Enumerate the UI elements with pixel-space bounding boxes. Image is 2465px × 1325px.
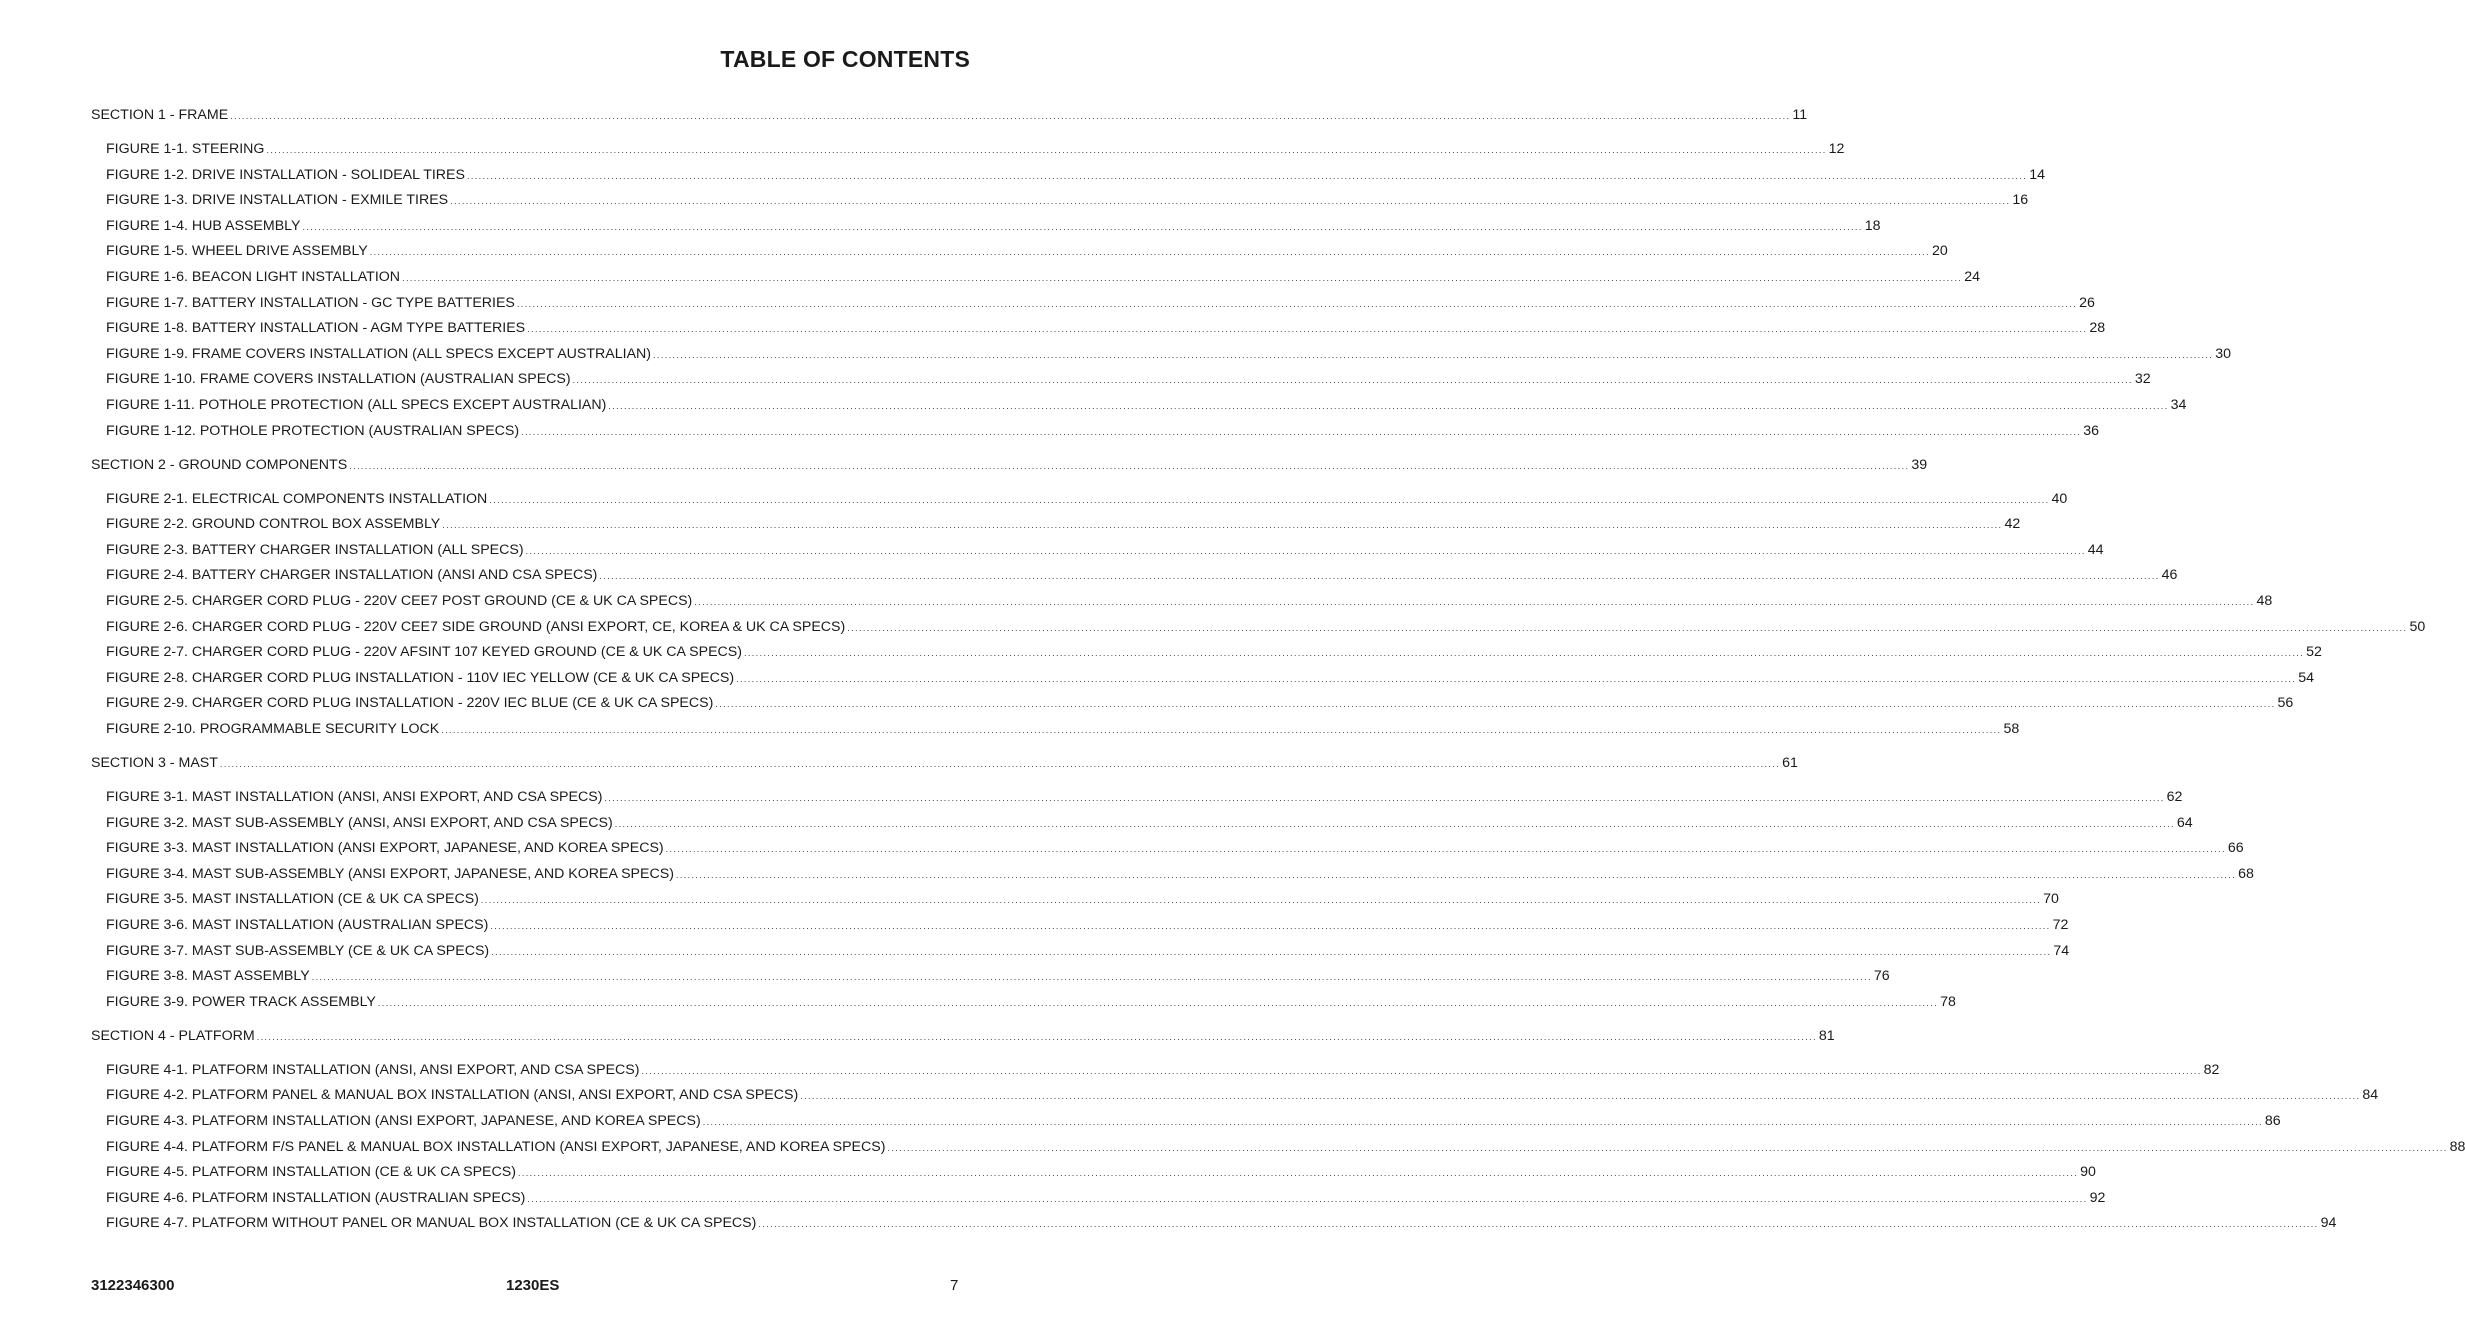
toc-figure-entry[interactable] bbox=[106, 941, 2070, 962]
toc-entry-page: 64 bbox=[2176, 814, 2193, 831]
toc-entry-label: FIGURE 2-9. CHARGER CORD PLUG INSTALLATION - 220V IEC BLUE (CE & UK CA SPECS) bbox=[106, 695, 714, 712]
dot-leader: ................................................................................................................................................................................................................................................................................................................................................................................................................ bbox=[525, 545, 2086, 556]
dot-leader: ................................................................................................................................................................................................................................................................................................................................................................................................................ bbox=[758, 1219, 2319, 1230]
toc-section-entry[interactable] bbox=[91, 105, 1808, 126]
toc-entry-label: FIGURE 1-11. POTHOLE PROTECTION (ALL SPECS EXCEPT AUSTRALIAN) bbox=[106, 397, 607, 413]
toc-entry-label: SECTION 2 - GROUND COMPONENTS bbox=[91, 456, 348, 473]
dot-leader: ................................................................................................................................................................................................................................................................................................................................................................................................................ bbox=[491, 946, 2052, 957]
toc-entry-page: 14 bbox=[2029, 166, 2045, 183]
toc-figure-entry[interactable] bbox=[106, 1137, 2465, 1158]
toc-figure-entry[interactable] bbox=[106, 216, 1881, 237]
dot-leader: ................................................................................................................................................................................................................................................................................................................................................................................................................ bbox=[800, 1091, 2361, 1102]
toc-entry-page: 32 bbox=[2134, 371, 2151, 388]
toc-entry-label: FIGURE 4-2. PLATFORM PANEL & MANUAL BOX INSTALLATION (ANSI, ANSI EXPORT, AND CSA SPECS) bbox=[106, 1087, 799, 1104]
toc-entry-label: FIGURE 3-8. MAST ASSEMBLY bbox=[106, 968, 310, 985]
toc-entry-label: FIGURE 3-6. MAST INSTALLATION (AUSTRALIAN SPECS) bbox=[106, 917, 489, 933]
toc-section-entry[interactable] bbox=[91, 1026, 1835, 1047]
dot-leader: ................................................................................................................................................................................................................................................................................................................................................................................................................ bbox=[441, 725, 2002, 735]
toc-entry-label: FIGURE 3-2. MAST SUB-ASSEMBLY (ANSI, ANSI EXPORT, AND CSA SPECS) bbox=[106, 814, 613, 831]
toc-entry-label: FIGURE 3-3. MAST INSTALLATION (ANSI EXPORT, JAPANESE, AND KOREA SPECS) bbox=[106, 840, 664, 857]
dot-leader: ................................................................................................................................................................................................................................................................................................................................................................................................................ bbox=[369, 247, 1930, 258]
dot-leader: ................................................................................................................................................................................................................................................................................................................................................................................................................ bbox=[715, 699, 2276, 710]
dot-leader: ................................................................................................................................................................................................................................................................................................................................................................................................................ bbox=[521, 426, 2082, 437]
toc-entry-label: FIGURE 4-4. PLATFORM F/S PANEL & MANUAL BOX INSTALLATION (ANSI EXPORT, JAPANESE, AND KOREA SPECS) bbox=[106, 1138, 886, 1155]
toc-figure-entry[interactable] bbox=[106, 668, 2315, 689]
document-number: 3122346300 bbox=[91, 1277, 175, 1294]
toc-entry-page: 56 bbox=[2277, 695, 2294, 712]
dot-leader: ................................................................................................................................................................................................................................................................................................................................................................................................................ bbox=[256, 1031, 1817, 1042]
toc-figure-entry[interactable] bbox=[106, 642, 2322, 663]
dot-leader: ................................................................................................................................................................................................................................................................................................................................................................................................................ bbox=[887, 1142, 2448, 1153]
toc-entry-page: 61 bbox=[1782, 755, 1798, 771]
toc-figure-entry[interactable] bbox=[106, 344, 2232, 365]
toc-entry-label: FIGURE 1-1. STEERING bbox=[106, 141, 265, 157]
toc-entry-page: 44 bbox=[2087, 541, 2104, 558]
dot-leader: ................................................................................................................................................................................................................................................................................................................................................................................................................ bbox=[675, 869, 2237, 880]
toc-entry-page: 90 bbox=[2080, 1164, 2096, 1181]
toc-entry-page: 24 bbox=[1964, 269, 1981, 285]
toc-figure-entry[interactable] bbox=[106, 421, 2100, 442]
dot-leader: ................................................................................................................................................................................................................................................................................................................................................................................................................ bbox=[466, 170, 2028, 181]
toc-entry-label: FIGURE 4-1. PLATFORM INSTALLATION (ANSI, ANSI EXPORT, AND CSA SPECS) bbox=[106, 1061, 640, 1078]
dot-leader: ................................................................................................................................................................................................................................................................................................................................................................................................................ bbox=[480, 895, 2042, 906]
toc-entry-page: 48 bbox=[2256, 593, 2273, 609]
toc-entry-label: FIGURE 1-6. BEACON LIGHT INSTALLATION bbox=[106, 269, 401, 285]
toc-figure-entry[interactable] bbox=[106, 241, 1948, 262]
toc-entry-label: FIGURE 1-10. FRAME COVERS INSTALLATION (AUSTRALIAN SPECS) bbox=[106, 371, 571, 388]
dot-leader: ................................................................................................................................................................................................................................................................................................................................................................................................................ bbox=[490, 921, 2051, 931]
toc-entry-label: FIGURE 3-4. MAST SUB-ASSEMBLY (ANSI EXPORT, JAPANESE, AND KOREA SPECS) bbox=[106, 865, 674, 882]
toc-figure-entry[interactable] bbox=[106, 190, 2029, 211]
dot-leader: ................................................................................................................................................................................................................................................................................................................................................................................................................ bbox=[604, 793, 2165, 803]
toc-entry-label: FIGURE 1-5. WHEEL DRIVE ASSEMBLY bbox=[106, 243, 368, 260]
toc-figure-entry[interactable] bbox=[106, 267, 1981, 288]
toc-entry-label: SECTION 1 - FRAME bbox=[91, 107, 229, 123]
toc-figure-entry[interactable] bbox=[106, 1085, 2379, 1106]
toc-entry-label: FIGURE 1-2. DRIVE INSTALLATION - SOLIDEAL TIRES bbox=[106, 166, 465, 183]
dot-leader: ................................................................................................................................................................................................................................................................................................................................................................................................................ bbox=[736, 673, 2297, 684]
dot-leader: ................................................................................................................................................................................................................................................................................................................................................................................................................ bbox=[377, 997, 1939, 1008]
toc-entry-page: 78 bbox=[1940, 993, 1956, 1010]
toc-entry-label: FIGURE 3-5. MAST INSTALLATION (CE & UK CA SPECS) bbox=[106, 891, 479, 908]
toc-figure-entry[interactable] bbox=[106, 1162, 2096, 1183]
dot-leader: ................................................................................................................................................................................................................................................................................................................................................................................................................ bbox=[702, 1117, 2263, 1127]
toc-entry-label: SECTION 4 - PLATFORM bbox=[91, 1027, 255, 1044]
toc-entry-page: 66 bbox=[2227, 840, 2244, 857]
dot-leader: ................................................................................................................................................................................................................................................................................................................................................................................................................ bbox=[572, 375, 2133, 386]
dot-leader: ................................................................................................................................................................................................................................................................................................................................................................................................................ bbox=[516, 298, 2078, 309]
toc-entry-page: 11 bbox=[1792, 107, 1808, 123]
toc-entry-label: FIGURE 1-12. POTHOLE PROTECTION (AUSTRALIAN SPECS) bbox=[106, 422, 520, 439]
toc-entry-label: SECTION 3 - MAST bbox=[91, 755, 218, 771]
toc-entry-page: 82 bbox=[2203, 1061, 2220, 1078]
toc-entry-label: FIGURE 2-1. ELECTRICAL COMPONENTS INSTALLATION bbox=[106, 490, 488, 507]
toc-entry-page: 34 bbox=[2170, 397, 2187, 413]
toc-entry-page: 16 bbox=[2012, 192, 2029, 209]
toc-section-entry[interactable] bbox=[91, 455, 1928, 476]
toc-entry-page: 76 bbox=[1873, 968, 1890, 985]
toc-entry-page: 94 bbox=[2320, 1215, 2337, 1232]
dot-leader: ................................................................................................................................................................................................................................................................................................................................................................................................................ bbox=[266, 145, 1827, 155]
dot-leader: ................................................................................................................................................................................................................................................................................................................................................................................................................ bbox=[599, 571, 2160, 582]
toc-figure-entry[interactable] bbox=[106, 540, 2104, 561]
toc-figure-entry[interactable] bbox=[106, 813, 2193, 834]
toc-figure-entry[interactable] bbox=[106, 889, 2059, 910]
page-number: 7 bbox=[950, 1277, 959, 1294]
dot-leader: ................................................................................................................................................................................................................................................................................................................................................................................................................ bbox=[694, 597, 2255, 607]
toc-entry-page: 54 bbox=[2298, 669, 2315, 686]
toc-entry-page: 20 bbox=[1931, 243, 1948, 260]
dot-leader: ................................................................................................................................................................................................................................................................................................................................................................................................................ bbox=[302, 221, 1863, 232]
toc-entry-page: 74 bbox=[2053, 942, 2070, 959]
toc-figure-entry[interactable] bbox=[106, 514, 2021, 535]
toc-entry-label: FIGURE 2-4. BATTERY CHARGER INSTALLATION (ANSI AND CSA SPECS) bbox=[106, 567, 598, 584]
toc-figure-entry[interactable] bbox=[106, 591, 2273, 612]
dot-leader: ................................................................................................................................................................................................................................................................................................................................................................................................................ bbox=[402, 273, 1963, 283]
toc-entry-label: FIGURE 2-6. CHARGER CORD PLUG - 220V CEE7 SIDE GROUND (ANSI EXPORT, CE, KOREA & UK CA SPECS) bbox=[106, 618, 846, 635]
toc-figure-entry[interactable] bbox=[106, 693, 2294, 714]
toc-entry-page: 86 bbox=[2264, 1113, 2281, 1129]
toc-entry-page: 92 bbox=[2089, 1189, 2106, 1206]
toc-entry-page: 40 bbox=[2051, 490, 2068, 507]
dot-leader: ................................................................................................................................................................................................................................................................................................................................................................................................................ bbox=[527, 1193, 2088, 1204]
dot-leader: ................................................................................................................................................................................................................................................................................................................................................................................................................ bbox=[230, 111, 1791, 121]
toc-entry-page: 28 bbox=[2089, 320, 2106, 337]
toc-entry-page: 50 bbox=[2409, 618, 2426, 635]
toc-entry-label: FIGURE 1-8. BATTERY INSTALLATION - AGM TYPE BATTERIES bbox=[106, 320, 526, 337]
toc-entry-page: 68 bbox=[2238, 865, 2254, 882]
toc-figure-entry[interactable] bbox=[106, 1188, 2106, 1209]
toc-entry-label: FIGURE 4-3. PLATFORM INSTALLATION (ANSI EXPORT, JAPANESE, AND KOREA SPECS) bbox=[106, 1113, 701, 1129]
toc-entry-label: FIGURE 3-9. POWER TRACK ASSEMBLY bbox=[106, 993, 376, 1010]
toc-figure-entry[interactable] bbox=[106, 165, 2045, 186]
toc-figure-entry[interactable] bbox=[106, 719, 2020, 740]
dot-leader: ................................................................................................................................................................................................................................................................................................................................................................................................................ bbox=[641, 1065, 2202, 1076]
toc-entry-label: FIGURE 2-2. GROUND CONTROL BOX ASSEMBLY bbox=[106, 516, 441, 533]
dot-leader: ................................................................................................................................................................................................................................................................................................................................................................................................................ bbox=[517, 1168, 2079, 1179]
model-name: 1230ES bbox=[506, 1277, 560, 1294]
toc-figure-entry[interactable] bbox=[106, 864, 2254, 885]
toc-figure-entry[interactable] bbox=[106, 787, 2183, 808]
toc-figure-entry[interactable] bbox=[106, 139, 1845, 160]
toc-entry-label: FIGURE 3-1. MAST INSTALLATION (ANSI, ANSI EXPORT, AND CSA SPECS) bbox=[106, 789, 603, 805]
dot-leader: ................................................................................................................................................................................................................................................................................................................................................................................................................ bbox=[653, 349, 2214, 360]
toc-figure-entry[interactable] bbox=[106, 838, 2244, 859]
toc-entry-page: 36 bbox=[2083, 422, 2100, 439]
toc-figure-entry[interactable] bbox=[106, 318, 2106, 339]
toc-entry-label: FIGURE 2-7. CHARGER CORD PLUG - 220V AFSINT 107 KEYED GROUND (CE & UK CA SPECS) bbox=[106, 644, 742, 661]
dot-leader: ................................................................................................................................................................................................................................................................................................................................................................................................................ bbox=[665, 844, 2226, 855]
toc-entry-page: 62 bbox=[2166, 789, 2183, 805]
toc-entry-page: 84 bbox=[2362, 1087, 2379, 1104]
toc-entry-page: 58 bbox=[2003, 721, 2020, 737]
toc-figure-entry[interactable] bbox=[106, 1060, 2220, 1081]
toc-entry-page: 18 bbox=[1864, 217, 1881, 234]
toc-entry-page: 42 bbox=[2004, 516, 2021, 533]
dot-leader: ................................................................................................................................................................................................................................................................................................................................................................................................................ bbox=[450, 196, 2011, 207]
page-title: TABLE OF CONTENTS bbox=[720, 46, 970, 72]
dot-leader: ................................................................................................................................................................................................................................................................................................................................................................................................................ bbox=[442, 520, 2003, 531]
toc-entry-label: FIGURE 2-8. CHARGER CORD PLUG INSTALLATION - 110V IEC YELLOW (CE & UK CA SPECS) bbox=[106, 669, 735, 686]
toc-entry-page: 81 bbox=[1818, 1027, 1835, 1044]
dot-leader: ................................................................................................................................................................................................................................................................................................................................................................................................................ bbox=[489, 494, 2050, 505]
dot-leader: ................................................................................................................................................................................................................................................................................................................................................................................................................ bbox=[219, 759, 1781, 769]
toc-entry-label: FIGURE 3-7. MAST SUB-ASSEMBLY (CE & UK CA SPECS) bbox=[106, 942, 490, 959]
toc-figure-entry[interactable] bbox=[106, 293, 2095, 314]
toc-entry-label: FIGURE 4-5. PLATFORM INSTALLATION (CE & UK CA SPECS) bbox=[106, 1164, 516, 1181]
toc-section-entry[interactable] bbox=[91, 753, 1798, 774]
toc-entry-page: 12 bbox=[1828, 141, 1845, 157]
dot-leader: ................................................................................................................................................................................................................................................................................................................................................................................................................ bbox=[743, 648, 2305, 659]
toc-figure-entry[interactable] bbox=[106, 617, 2426, 638]
toc-entry-label: FIGURE 2-5. CHARGER CORD PLUG - 220V CEE7 POST GROUND (CE & UK CA SPECS) bbox=[106, 593, 693, 609]
toc-figure-entry[interactable] bbox=[106, 966, 1890, 987]
toc-entry-label: FIGURE 1-3. DRIVE INSTALLATION - EXMILE TIRES bbox=[106, 192, 449, 209]
toc-figure-entry[interactable] bbox=[106, 915, 2069, 936]
dot-leader: ................................................................................................................................................................................................................................................................................................................................................................................................................ bbox=[527, 324, 2088, 335]
toc-entry-page: 70 bbox=[2043, 891, 2059, 908]
dot-leader: ................................................................................................................................................................................................................................................................................................................................................................................................................ bbox=[311, 972, 1872, 983]
toc-figure-entry[interactable] bbox=[106, 369, 2151, 390]
toc-entry-label: FIGURE 2-10. PROGRAMMABLE SECURITY LOCK bbox=[106, 721, 440, 737]
toc-figure-entry[interactable] bbox=[106, 992, 1956, 1013]
toc-entry-label: FIGURE 4-6. PLATFORM INSTALLATION (AUSTRALIAN SPECS) bbox=[106, 1189, 526, 1206]
toc-figure-entry[interactable] bbox=[106, 1111, 2281, 1132]
toc-figure-entry[interactable] bbox=[106, 395, 2187, 416]
dot-leader: ................................................................................................................................................................................................................................................................................................................................................................................................................ bbox=[608, 401, 2169, 411]
toc-entry-page: 30 bbox=[2215, 345, 2232, 362]
toc-entry-page: 72 bbox=[2052, 917, 2069, 933]
toc-figure-entry[interactable] bbox=[106, 565, 2178, 586]
toc-entry-page: 52 bbox=[2306, 644, 2322, 661]
toc-figure-entry[interactable] bbox=[106, 1213, 2337, 1234]
toc-entry-page: 26 bbox=[2079, 294, 2095, 311]
toc-entry-page: 46 bbox=[2161, 567, 2178, 584]
toc-entry-page: 39 bbox=[1911, 456, 1928, 473]
toc-entry-page: 88 bbox=[2449, 1138, 2465, 1155]
toc-entry-label: FIGURE 1-9. FRAME COVERS INSTALLATION (ALL SPECS EXCEPT AUSTRALIAN) bbox=[106, 345, 652, 362]
toc-entry-label: FIGURE 1-7. BATTERY INSTALLATION - GC TYPE BATTERIES bbox=[106, 294, 515, 311]
dot-leader: ................................................................................................................................................................................................................................................................................................................................................................................................................ bbox=[847, 622, 2408, 633]
toc-figure-entry[interactable] bbox=[106, 489, 2068, 510]
dot-leader: ................................................................................................................................................................................................................................................................................................................................................................................................................ bbox=[614, 818, 2175, 829]
dot-leader: ................................................................................................................................................................................................................................................................................................................................................................................................................ bbox=[349, 460, 1910, 471]
toc-entry-label: FIGURE 1-4. HUB ASSEMBLY bbox=[106, 217, 301, 234]
toc-entry-label: FIGURE 2-3. BATTERY CHARGER INSTALLATION (ALL SPECS) bbox=[106, 541, 524, 558]
toc-entry-label: FIGURE 4-7. PLATFORM WITHOUT PANEL OR MANUAL BOX INSTALLATION (CE & UK CA SPECS) bbox=[106, 1215, 757, 1232]
